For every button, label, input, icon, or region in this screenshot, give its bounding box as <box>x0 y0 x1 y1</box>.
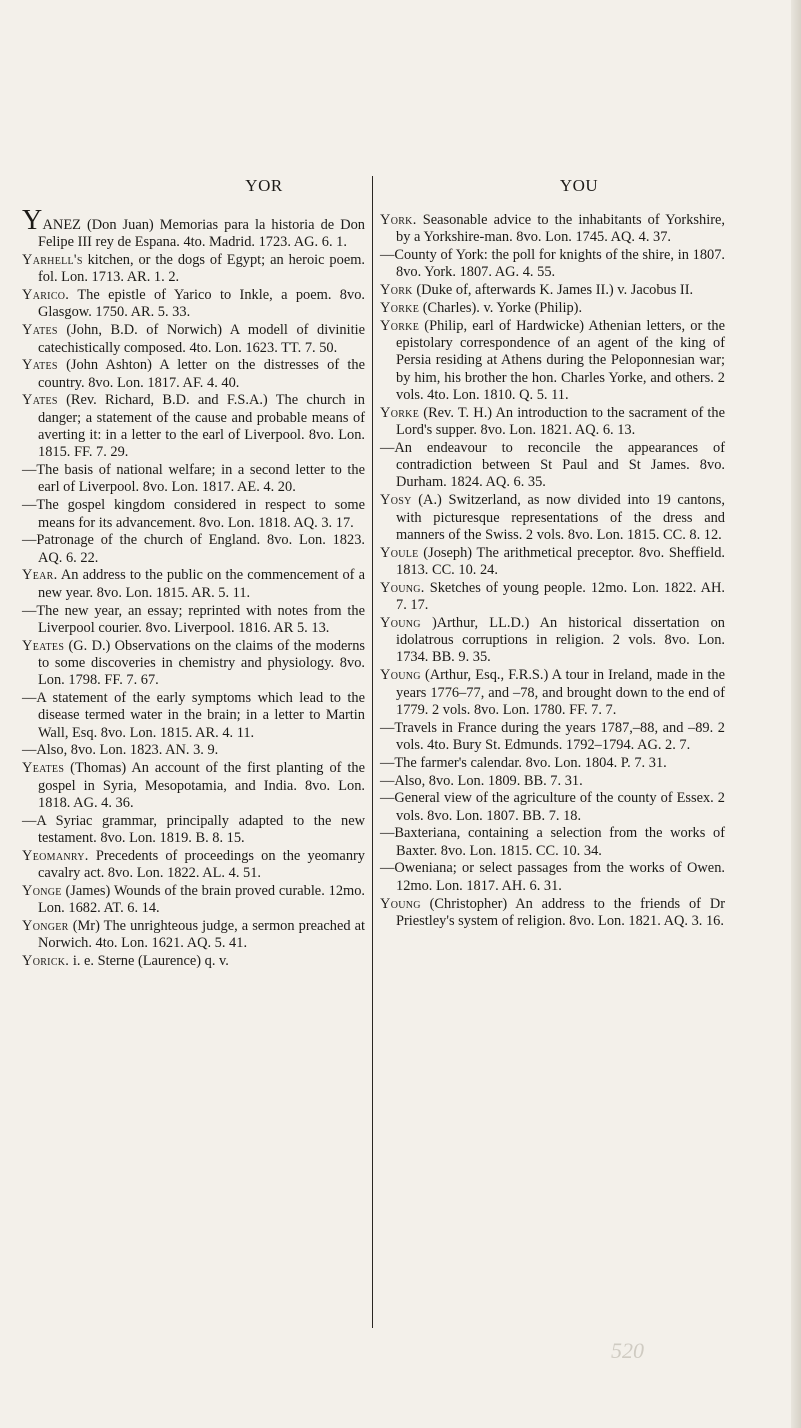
catalogue-entry <box>380 580 725 615</box>
entry-text: An address to the public on the commencement of a new year. 8vo. Lon. 1815. AR. 5. 11. <box>38 567 365 601</box>
catalogue-entry <box>380 282 725 299</box>
catalogue-entry <box>22 392 365 461</box>
catalogue-entry <box>22 205 365 252</box>
entry-text: —A statement of the early symptoms which lead to the disease termed water in the brain; in a letter to Martin Wall, Esq. 8vo. Lon. 1815. AR. 4. 11. <box>22 690 365 741</box>
entry-text: Sketches of young people. 12mo. Lon. 1822. AH. 7. 17. <box>396 579 725 614</box>
entry-heading: Yorick. <box>22 952 70 969</box>
entry-text: (Thomas) An account of the first planting of the gospel in Syria, Mesopotamia, and India. 8vo. Lon. 1818. AG. 4. 36. <box>38 760 365 811</box>
catalogue-entry <box>380 825 725 860</box>
entry-heading: Young <box>380 614 421 631</box>
entry-text: (Arthur, Esq., F.R.S.) A tour in Ireland, made in the years 1776–77, and –78, and brought down to the end of 1779. 2 vols. 8vo. Lon. 1780. FF. 7. 7. <box>396 667 725 718</box>
right-column <box>380 212 725 931</box>
catalogue-entry <box>22 638 365 690</box>
entry-text: ANEZ (Don Juan) Memorias para la historia de Don Felipe III rey de Espana. 4to. Madrid. 1723. AG. 6. 1. <box>38 217 365 251</box>
entry-heading: Y <box>22 205 43 236</box>
catalogue-entry <box>22 760 365 812</box>
catalogue-entry <box>22 357 365 392</box>
catalogue-entry <box>380 896 725 931</box>
entry-text: The epistle of Yarico to Inkle, a poem. 8vo. Glasgow. 1750. AR. 5. 33. <box>38 287 365 321</box>
entry-text: —The farmer's calendar. 8vo. Lon. 1804. P. 7. 31. <box>380 754 667 771</box>
catalogue-entry <box>380 492 725 544</box>
entry-heading: Yonge <box>22 882 62 899</box>
entry-text: )Arthur, LL.D.) An historical dissertation on idolatrous corruptions in religion. 2 vols. 8vo. Lon. 1734. BB. 9. 35. <box>396 614 725 666</box>
catalogue-entry <box>22 567 365 602</box>
catalogue-entry <box>22 690 365 742</box>
catalogue-entry <box>22 883 365 918</box>
entry-heading: Yorke <box>380 299 420 316</box>
entry-text: —An endeavour to reconcile the appearances of contradiction between St Paul and St James. 8vo. Durham. 1824. AQ. 6. 35. <box>380 439 725 491</box>
entry-heading: Young. <box>380 579 425 596</box>
entry-text: (Charles). v. Yorke (Philip). <box>419 299 583 316</box>
entry-text: —General view of the agriculture of the county of Essex. 2 vols. 8vo. Lon. 1807. BB. 7. 18. <box>380 790 725 824</box>
catalogue-entry <box>380 790 725 825</box>
entry-heading: Yates <box>22 322 58 339</box>
entry-text: —The new year, an essay; reprinted with notes from the Liverpool courier. 8vo. Liverpool. 1816. AR 5. 13. <box>22 602 365 636</box>
catalogue-entry <box>380 440 725 492</box>
page-edge <box>791 0 801 1428</box>
catalogue-entry <box>380 860 725 895</box>
entry-heading: Youle <box>380 544 419 561</box>
entry-text: (Rev. Richard, B.D. and F.S.A.) The church in danger; a statement of the cause and probable means of averting it: in a letter to the earl of Liverpool. 8vo. Lon. 1815. FF. 7. 29. <box>38 392 365 461</box>
entry-text: (John Ashton) A letter on the distresses of the country. 8vo. Lon. 1817. AF. 4. 40. <box>38 357 365 391</box>
catalogue-entry <box>380 247 725 282</box>
entry-heading: York <box>380 282 413 299</box>
entry-text: Precedents of proceedings on the yeomanry cavalry act. 8vo. Lon. 1822. AL. 4. 51. <box>38 847 365 881</box>
entry-text: —Travels in France during the years 1787,–88, and –89. 2 vols. 4to. Bury St. Edmunds. 1792–1794. AG. 2. 7. <box>380 719 725 753</box>
entry-text: —The gospel kingdom considered in respect to some means for its advancement. 8vo. Lon. 1818. AQ. 3. 17. <box>22 497 365 531</box>
entry-heading: York. <box>380 212 417 228</box>
entry-heading: Yarhell's <box>22 252 83 269</box>
catalogue-entry <box>380 615 725 667</box>
catalogue-entry <box>22 252 365 287</box>
catalogue-entry <box>22 953 365 970</box>
catalogue-entry <box>22 497 365 532</box>
catalogue-entry <box>380 773 725 790</box>
entry-heading: Yates <box>22 392 58 409</box>
catalogue-entry <box>380 545 725 580</box>
entry-heading: Young <box>380 895 421 912</box>
entry-text: —County of York: the poll for knights of the shire, in 1807. 8vo. York. 1807. AG. 4. 55. <box>380 247 725 281</box>
entry-text: (G. D.) Observations on the claims of the moderns to some discoveries in chemistry and physiology. 8vo. Lon. 1798. FF. 7. 67. <box>38 637 365 689</box>
entry-heading: Yorke <box>380 317 420 334</box>
catalogue-entry <box>380 212 725 247</box>
entry-text: (Rev. T. H.) An introduction to the sacrament of the Lord's supper. 8vo. Lon. 1821. AQ. 6. 13. <box>396 404 725 439</box>
catalogue-entry <box>22 813 365 848</box>
entry-text: (Philip, earl of Hardwicke) Athenian letters, or the epistolary correspondence of an agent of the king of Persia residing at Athens during the Peloponnesian war; by him, his brother the hon. Charles Yorke, and others. 2 vols. 4to. Lon. 1810. Q. 5. 11. <box>396 317 725 403</box>
catalogue-entry <box>380 720 725 755</box>
catalogue-entry <box>380 318 725 404</box>
entry-text: (James) Wounds of the brain proved curable. 12mo. Lon. 1682. AT. 6. 14. <box>38 882 365 917</box>
entry-text: —A Syriac grammar, principally adapted to the new testament. 8vo. Lon. 1819. B. 8. 15. <box>22 812 365 846</box>
entry-text: —The basis of national welfare; in a second letter to the earl of Liverpool. 8vo. Lon. 1817. AE. 4. 20. <box>22 462 365 496</box>
catalogue-entry <box>380 667 725 719</box>
catalogue-entry <box>380 755 725 772</box>
catalogue-entry <box>22 462 365 497</box>
entry-text: (Christopher) An address to the friends of Dr Priestley's system of religion. 8vo. Lon. 1821. AQ. 3. 16. <box>396 895 725 929</box>
catalogue-entry <box>22 322 365 357</box>
column-divider <box>372 176 373 1328</box>
entry-text: —Also, 8vo. Lon. 1809. BB. 7. 31. <box>380 772 583 789</box>
catalogue-entry <box>22 742 365 759</box>
catalogue-entry <box>380 300 725 317</box>
entry-text: (John, B.D. of Norwich) A modell of divinitie catechistically composed. 4to. Lon. 1623. TT. 7. 50. <box>38 322 365 356</box>
entry-text: (Mr) The unrighteous judge, a sermon preached at Norwich. 4to. Lon. 1621. AQ. 5. 41. <box>38 917 365 952</box>
entry-heading: Yorke <box>380 404 420 421</box>
entry-text: kitchen, or the dogs of Egypt; an heroic poem. fol. Lon. 1713. AR. 1. 2. <box>38 252 365 286</box>
catalogue-entry <box>22 848 365 883</box>
entry-heading: Yonger <box>22 917 69 934</box>
catalogue-entry <box>22 532 365 567</box>
entry-text: (Duke of, afterwards K. James II.) v. Jacobus II. <box>412 282 694 299</box>
catalogue-entry <box>22 287 365 322</box>
entry-heading: Yeomanry. <box>22 847 89 864</box>
entry-text: (Joseph) The arithmetical preceptor. 8vo. Sheffield. 1813. CC. 10. 24. <box>396 544 725 578</box>
entry-heading: Yates <box>22 357 58 374</box>
entry-text: —Oweniana; or select passages from the works of Owen. 12mo. Lon. 1817. AH. 6. 31. <box>380 860 725 894</box>
entry-text: (A.) Switzerland, as now divided into 19 cantons, with picturesque representations of the dress and manners of the Swiss. 2 vols. 8vo. Lon. 1815. CC. 8. 12. <box>396 492 725 543</box>
entry-text: —Also, 8vo. Lon. 1823. AN. 3. 9. <box>22 742 219 759</box>
catalogue-entry <box>22 603 365 638</box>
entry-heading: Young <box>380 667 421 684</box>
entry-heading: Yarico. <box>22 287 70 304</box>
catalogue-entry <box>22 918 365 953</box>
entry-text: i. e. Sterne (Laurence) q. v. <box>69 952 229 969</box>
entry-heading: Yeates <box>22 760 65 777</box>
catalogue-entry <box>380 405 725 440</box>
entry-text: —Baxteriana, containing a selection from the works of Baxter. 8vo. Lon. 1815. CC. 10. 34. <box>380 825 725 859</box>
entry-heading: Yeates <box>22 637 65 654</box>
entry-text: Seasonable advice to the inhabitants of Yorkshire, by a Yorkshire-man. 8vo. Lon. 1745. AQ. 4. 37. <box>396 212 725 246</box>
library-stamp: 520 <box>611 1338 644 1363</box>
entry-text: —Patronage of the church of England. 8vo. Lon. 1823. AQ. 6. 22. <box>22 532 365 566</box>
entry-heading: Yosy <box>380 492 412 509</box>
entry-heading: Year. <box>22 567 58 584</box>
left-column <box>22 205 365 971</box>
right-running-head: YOU <box>559 176 599 195</box>
left-running-head: YOR <box>245 176 283 195</box>
